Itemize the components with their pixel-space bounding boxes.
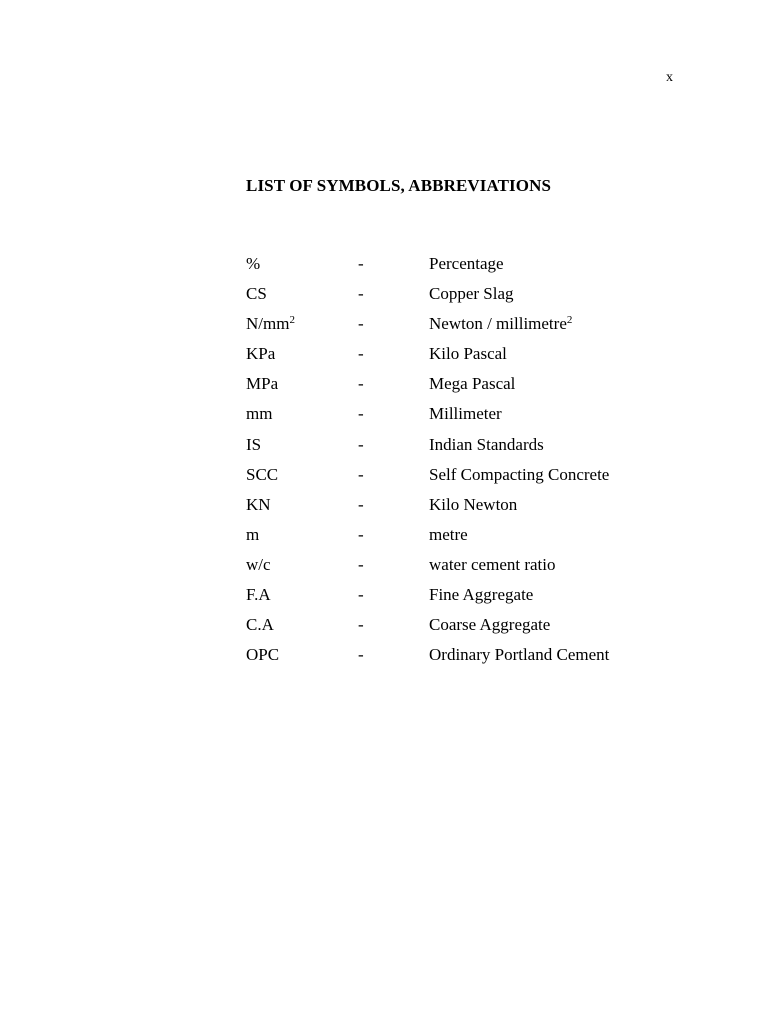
symbol: MPa — [246, 374, 279, 394]
symbol — [246, 313, 295, 335]
list-item — [246, 614, 706, 644]
separator: - — [358, 284, 364, 304]
separator: - — [358, 585, 364, 605]
meaning: Fine Aggregate — [429, 585, 534, 605]
meaning: Copper Slag — [429, 284, 514, 304]
meaning: Coarse Aggregate — [429, 615, 551, 635]
meaning: water cement ratio — [429, 554, 556, 574]
separator: - — [358, 254, 364, 273]
symbol-text: N/mm — [246, 314, 290, 334]
separator: - — [358, 464, 364, 484]
page-number: x — [666, 70, 673, 85]
separator: - — [358, 615, 364, 635]
symbol: F.A — [246, 585, 271, 605]
meaning: Self Compacting Concrete — [429, 464, 610, 484]
symbol: OPC — [246, 645, 280, 665]
meaning — [429, 313, 572, 335]
meaning-superscript: 2 — [566, 314, 573, 327]
list-item — [246, 494, 706, 524]
list-item — [246, 283, 706, 313]
meaning: Indian Standards — [429, 434, 544, 454]
meaning: Kilo Newton — [429, 494, 518, 514]
symbol: m — [246, 524, 260, 544]
symbol: IS — [246, 434, 262, 454]
separator: - — [358, 344, 364, 364]
symbol-list — [246, 253, 706, 674]
symbol: KN — [246, 494, 271, 514]
list-item — [246, 403, 706, 433]
separator: - — [358, 524, 364, 544]
meaning: Kilo Pascal — [429, 344, 507, 364]
separator: - — [358, 404, 364, 424]
list-item — [246, 373, 706, 403]
list-item — [246, 584, 706, 614]
list-item — [246, 644, 706, 674]
separator: - — [358, 554, 364, 574]
symbol: CS — [246, 284, 267, 304]
list-item — [246, 253, 706, 283]
symbol: mm — [246, 404, 273, 424]
meaning: Percentage — [429, 254, 504, 273]
symbol-superscript: 2 — [289, 314, 295, 327]
symbol: C.A — [246, 615, 274, 635]
list-item — [246, 464, 706, 494]
symbol: SCC — [246, 464, 279, 484]
list-item — [246, 554, 706, 584]
meaning-text: Newton / millimetre — [429, 314, 567, 334]
meaning: Ordinary Portland Cement — [429, 645, 610, 665]
separator: - — [358, 645, 364, 665]
symbol: % — [246, 254, 261, 273]
separator: - — [358, 494, 364, 514]
meaning: Mega Pascal — [429, 374, 516, 394]
separator: - — [358, 314, 364, 334]
list-item — [246, 343, 706, 373]
symbol: KPa — [246, 344, 276, 364]
page-title: LIST OF SYMBOLS, ABBREVIATIONS — [246, 176, 551, 195]
list-item — [246, 524, 706, 554]
symbol: w/c — [246, 554, 271, 574]
list-item — [246, 313, 706, 343]
meaning: metre — [429, 524, 468, 544]
separator: - — [358, 434, 364, 454]
separator: - — [358, 374, 364, 394]
meaning: Millimeter — [429, 404, 502, 424]
list-item — [246, 434, 706, 464]
